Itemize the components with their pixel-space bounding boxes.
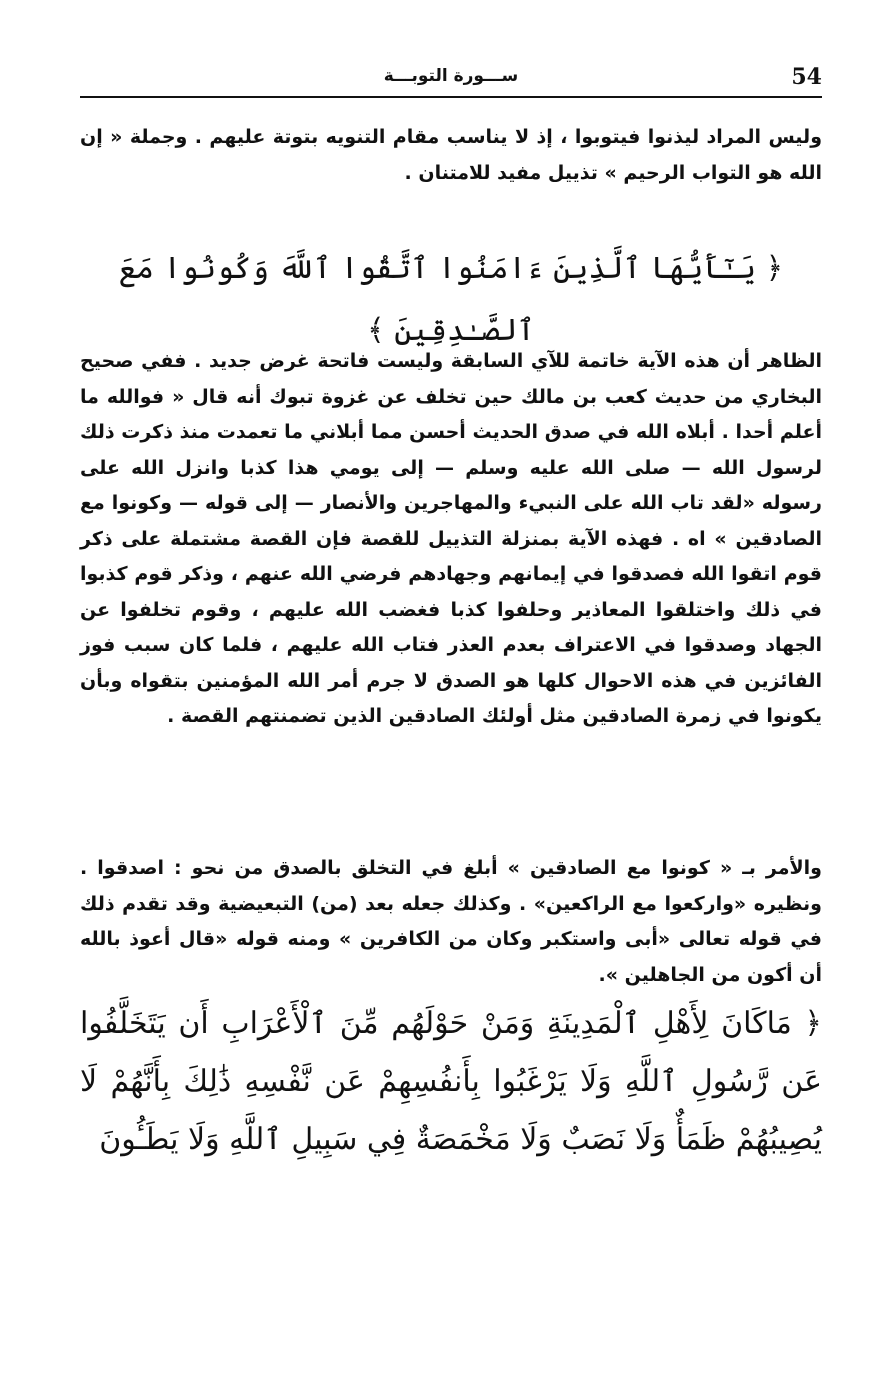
quran-verse: ﴿ يَـٰٓأَيُّهَا ٱلَّذِينَ ءَامَنُوا ٱتَّقُوا ٱللَّهَ وَكُونُوا مَعَ ٱلصَّـٰدِقِينَ ﴾ xyxy=(118,251,784,348)
paragraph: وليس المراد ليذنوا فيتوبوا ، إذ لا يناسب مقام التنويه بتوتة عليهم . وجملة « إن الله هو التواب الرحيم » تذييل مفيد للامتنان . xyxy=(80,126,822,184)
paragraph: والأمر بـ « كونوا مع الصادقين » أبلغ في التخلق بالصدق من نحو : اصدقوا . ونظيره «واركعوا مع الراكعين» . وكذلك جعله بعد (من) التبعيضية وقد تقدم ذلك في قوله تعالى «أبى واستكبر وكان من الكافرين » ومنه قوله «قال أعوذ بالله أن أكون من الجاهلين ». xyxy=(80,857,822,986)
quran-verse: ﴿ مَاكَانَ لِأَهْلِ ٱلْمَدِينَةِ وَمَنْ حَوْلَهُم مِّنَ ٱلْأَعْرَابِ أَن يَتَخَلَّفُوا عَن رَّسُولِ ٱللَّهِ وَلَا يَرْغَبُوا بِأَنفُسِهِمْ عَن نَّفْسِهِ ذَٰلِكَ بِأَنَّهُمْ لَا يُصِيبُهُمْ ظَمَأٌ وَلَا نَصَبٌ وَلَا مَخْمَصَةٌ فِي سَبِيلِ ٱللَّهِ وَلَا يَطَـُٔونَ xyxy=(80,1006,822,1157)
page-header xyxy=(80,58,822,98)
header-divider xyxy=(80,96,822,98)
paragraph: الظاهر أن هذه الآية خاتمة للآي السابقة وليست فاتحة غرض جديد . ففي صحيح البخاري من حديث كعب بن مالك حين تخلف عن غزوة تبوك أنه قال « فوالله ما أعلم أحدا . أبلاه الله في صدق الحديث أحسن مما أبلاني ما تعمدت منذ ذكرت ذلك لرسول الله — صلى الله عليه وسلم — إلى يومي هذا كذبا وانزل الله على رسوله «لقد تاب الله على النبيء والمهاجرين والأنصار — إلى قوله — وكونوا مع الصادقين » اه . فهذه الآية بمنزلة التذييل للقصة فإن القصة مشتملة على ذكر قوم اتقوا الله فصدقوا في إيمانهم وجهادهم فرضي الله عنهم ، وذكر قوم كذبوا في ذلك واختلقوا المعاذير وحلفوا كذبا فغضب الله عليهم ، وقوم تخلفوا عن الجهاد وصدقوا في الاعتراف بعدم العذر فتاب الله عليهم ، فلما كان سبب فوز الفائزين في هذه الاحوال كلها هو الصدق لا جرم أمر الله المؤمنين بتقواه وبأن يكونوا في زمرة الصادقين مثل أولئك الصادقين الذين تضمنتهم القصة . xyxy=(80,350,822,727)
running-title: ســـورة التوبـــة xyxy=(383,66,519,86)
page-number: 54 xyxy=(791,64,822,90)
